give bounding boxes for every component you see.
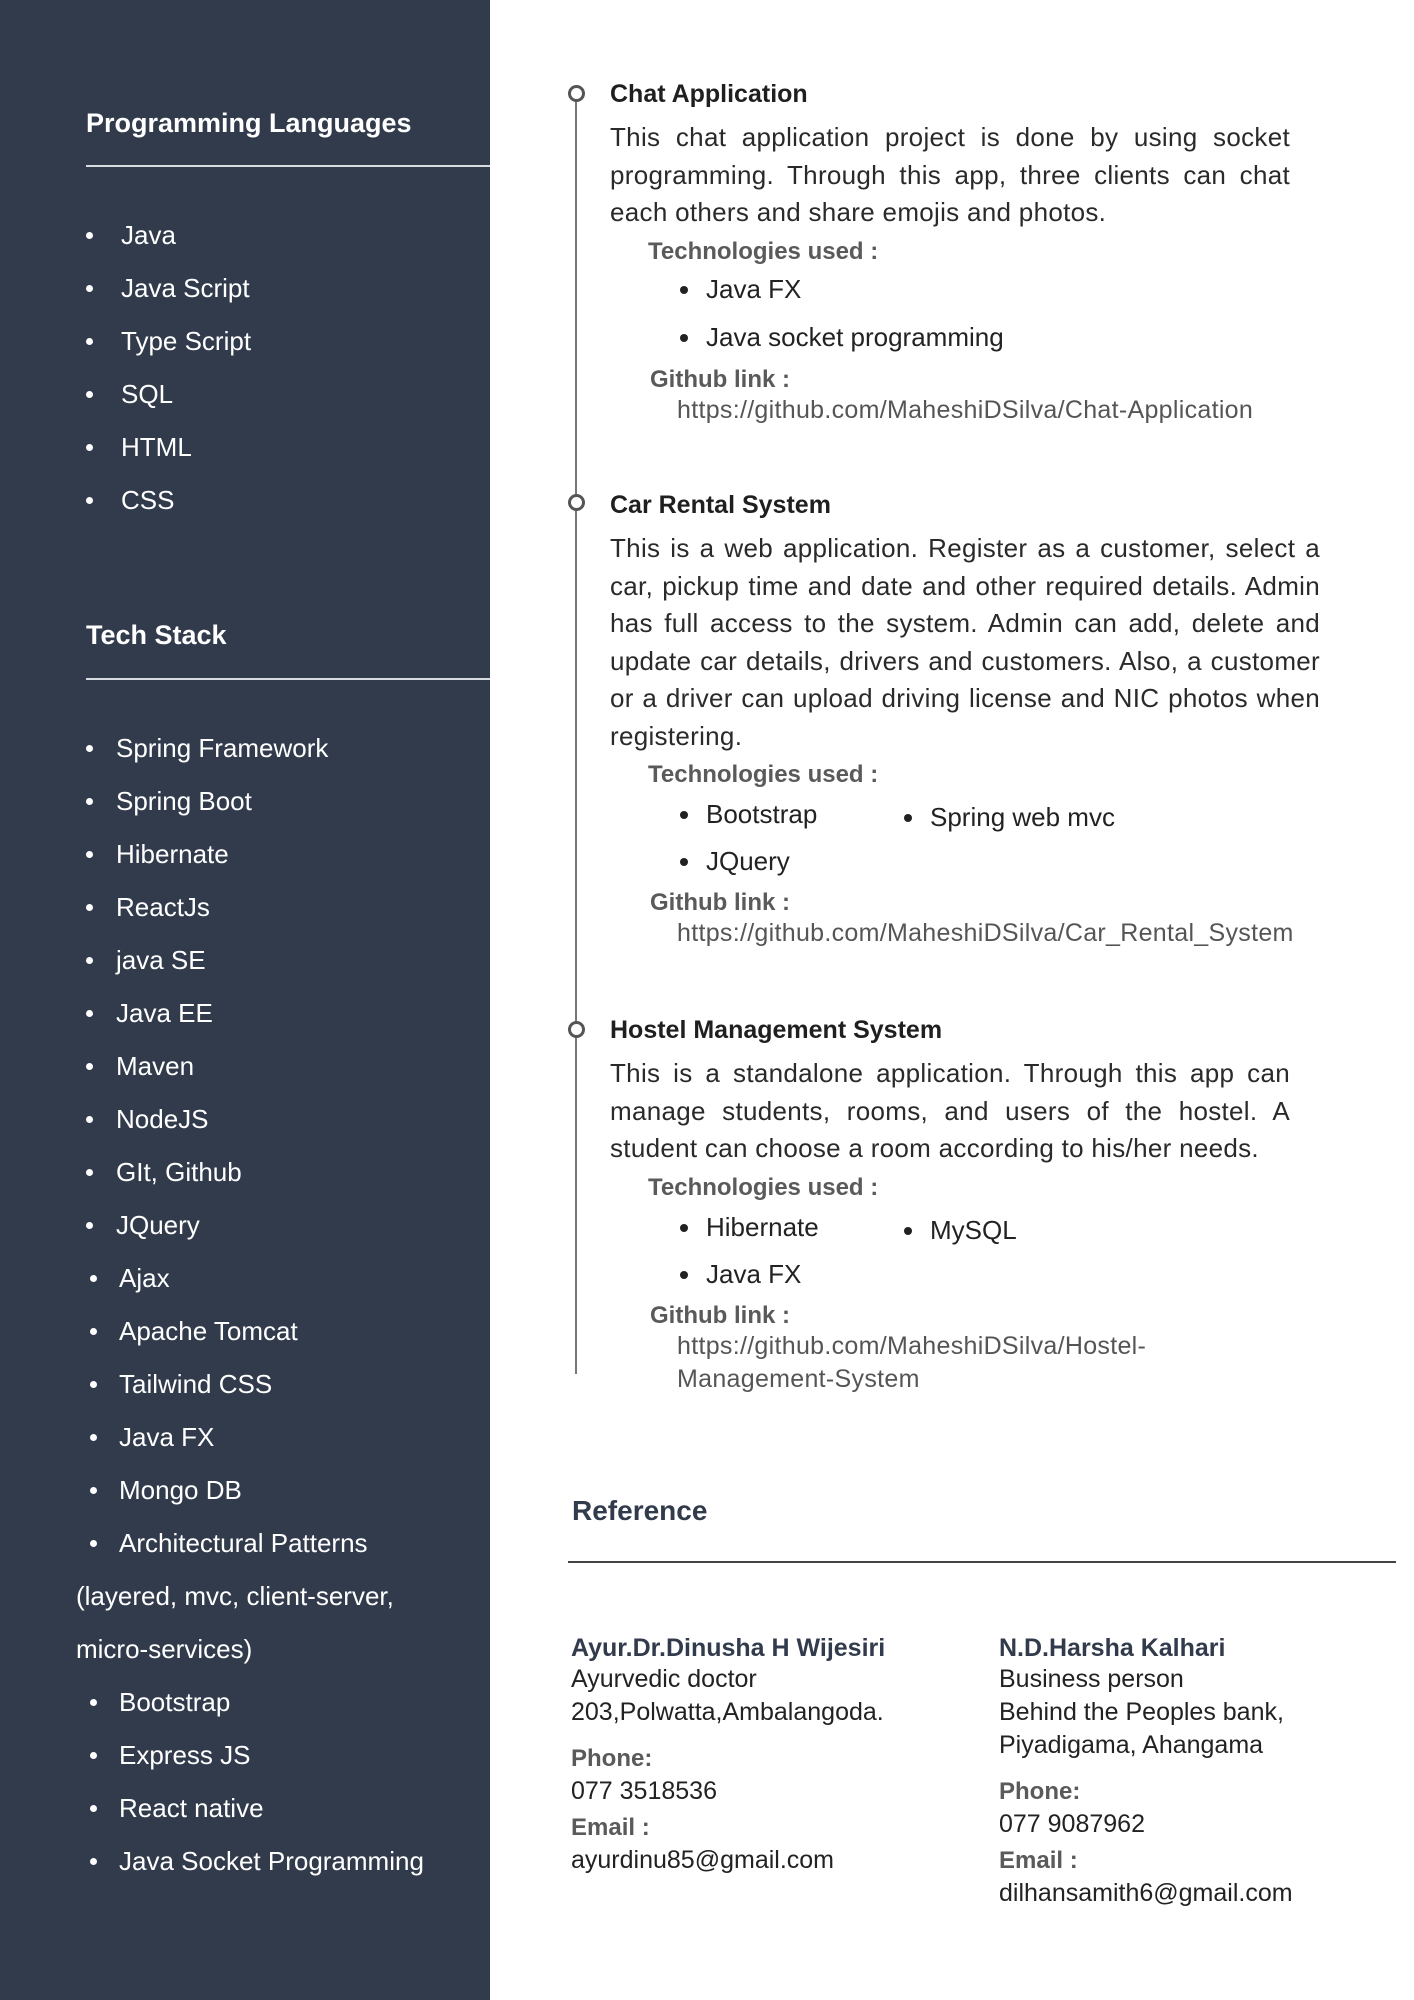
reference-name: Ayur.Dr.Dinusha H Wijesiri xyxy=(571,1634,886,1662)
github-link-label: Github link : xyxy=(650,365,790,393)
project-description: This chat application project is done by using socket programming. Through this app, three clients can chat each others and share emojis and photos. xyxy=(610,122,1290,227)
github-link-line: Management-System xyxy=(677,1364,920,1393)
reference-occupation: Business person xyxy=(999,1665,1184,1693)
programming-languages-heading: Programming Languages xyxy=(86,108,412,138)
technologies-label: Technologies used : xyxy=(648,1173,879,1201)
project-car-rental-system xyxy=(610,491,1320,950)
project-hostel-management-system xyxy=(610,1016,1320,1396)
reference-occupation: Ayurvedic doctor xyxy=(571,1665,757,1693)
github-link-line: https://github.com/MaheshiDSilva/Hostel- xyxy=(677,1331,1147,1360)
section-divider xyxy=(86,165,490,167)
reference-person xyxy=(571,1633,885,1877)
project-description: This is a standalone application. Through this app can manage students, rooms, and users of the hostel. A student can choose a room according to his/her needs. xyxy=(610,1058,1290,1163)
timeline-node xyxy=(568,1021,585,1038)
github-link-label: Github link : xyxy=(650,889,790,916)
phone-label: Phone: xyxy=(999,1778,1081,1805)
reference-address: Behind the Peoples bank, xyxy=(999,1698,1284,1726)
sidebar: Programming Languages Java Java Script Type Script SQL HTML CSS Tech Stack Spring Framework Spring Boot Hibernate ReactJs java SE Java EE Maven NodeJS GIt, Github JQuery Ajax Apache Tomcat Tailwind CSS Java FX Mongo DB Architectural Patterns (layered, mvc, client-server, micro-services) Bootstrap Express JS React native Java Socket Programming xyxy=(0,0,490,2000)
project-title: Hostel Management System xyxy=(610,1016,943,1044)
reference-email[interactable]: dilhansamith6@gmail.com xyxy=(999,1879,1293,1907)
reference-person xyxy=(999,1633,1293,1910)
timeline-node xyxy=(568,85,585,102)
email-label: Email : xyxy=(999,1847,1078,1874)
technologies-label: Technologies used : xyxy=(648,761,879,788)
project-title: Car Rental System xyxy=(610,491,831,519)
project-title: Chat Application xyxy=(610,80,808,108)
section-divider xyxy=(86,678,490,680)
email-label: Email : xyxy=(571,1814,650,1841)
reference-address: Piyadigama, Ahangama xyxy=(999,1731,1264,1759)
timeline-node xyxy=(568,494,585,511)
project-chat-application xyxy=(610,80,1320,427)
tech-stack-heading: Tech Stack xyxy=(86,620,227,650)
technologies-list: Java FX Java socket programming xyxy=(680,266,1320,362)
section-divider xyxy=(568,1561,1396,1563)
reference-address: 203,Polwatta,Ambalangoda. xyxy=(571,1698,884,1726)
github-link[interactable]: https://github.com/MaheshiDSilva/Car_Rental_System xyxy=(677,919,1294,947)
technologies-label: Technologies used : xyxy=(648,237,879,265)
phone-label: Phone: xyxy=(571,1745,653,1772)
reference-heading: Reference xyxy=(572,1495,708,1526)
reference-email[interactable]: ayurdinu85@gmail.com xyxy=(571,1846,835,1874)
reference-phone: 077 9087962 xyxy=(999,1810,1145,1838)
main-content xyxy=(490,0,1414,2000)
technologies-list: Bootstrap Spring web mvc JQuery xyxy=(680,789,1320,885)
reference-phone: 077 3518536 xyxy=(571,1777,717,1805)
github-link[interactable] xyxy=(677,1330,1320,1396)
technologies-list: Hibernate MySQL Java FX xyxy=(680,1202,1320,1298)
project-description: This is a web application. Register as a customer, select a car, pickup time and date and other required details. Admin has full access to the system. Admin can add, delete and update car details, drivers and customers. Also, a customer or a driver can upload driving license and NIC photos when registering. xyxy=(610,533,1320,751)
timeline-line xyxy=(575,92,577,1374)
github-link-label: Github link : xyxy=(650,1301,790,1329)
github-link[interactable]: https://github.com/MaheshiDSilva/Chat-Application xyxy=(677,395,1254,424)
reference-name: N.D.Harsha Kalhari xyxy=(999,1634,1226,1662)
